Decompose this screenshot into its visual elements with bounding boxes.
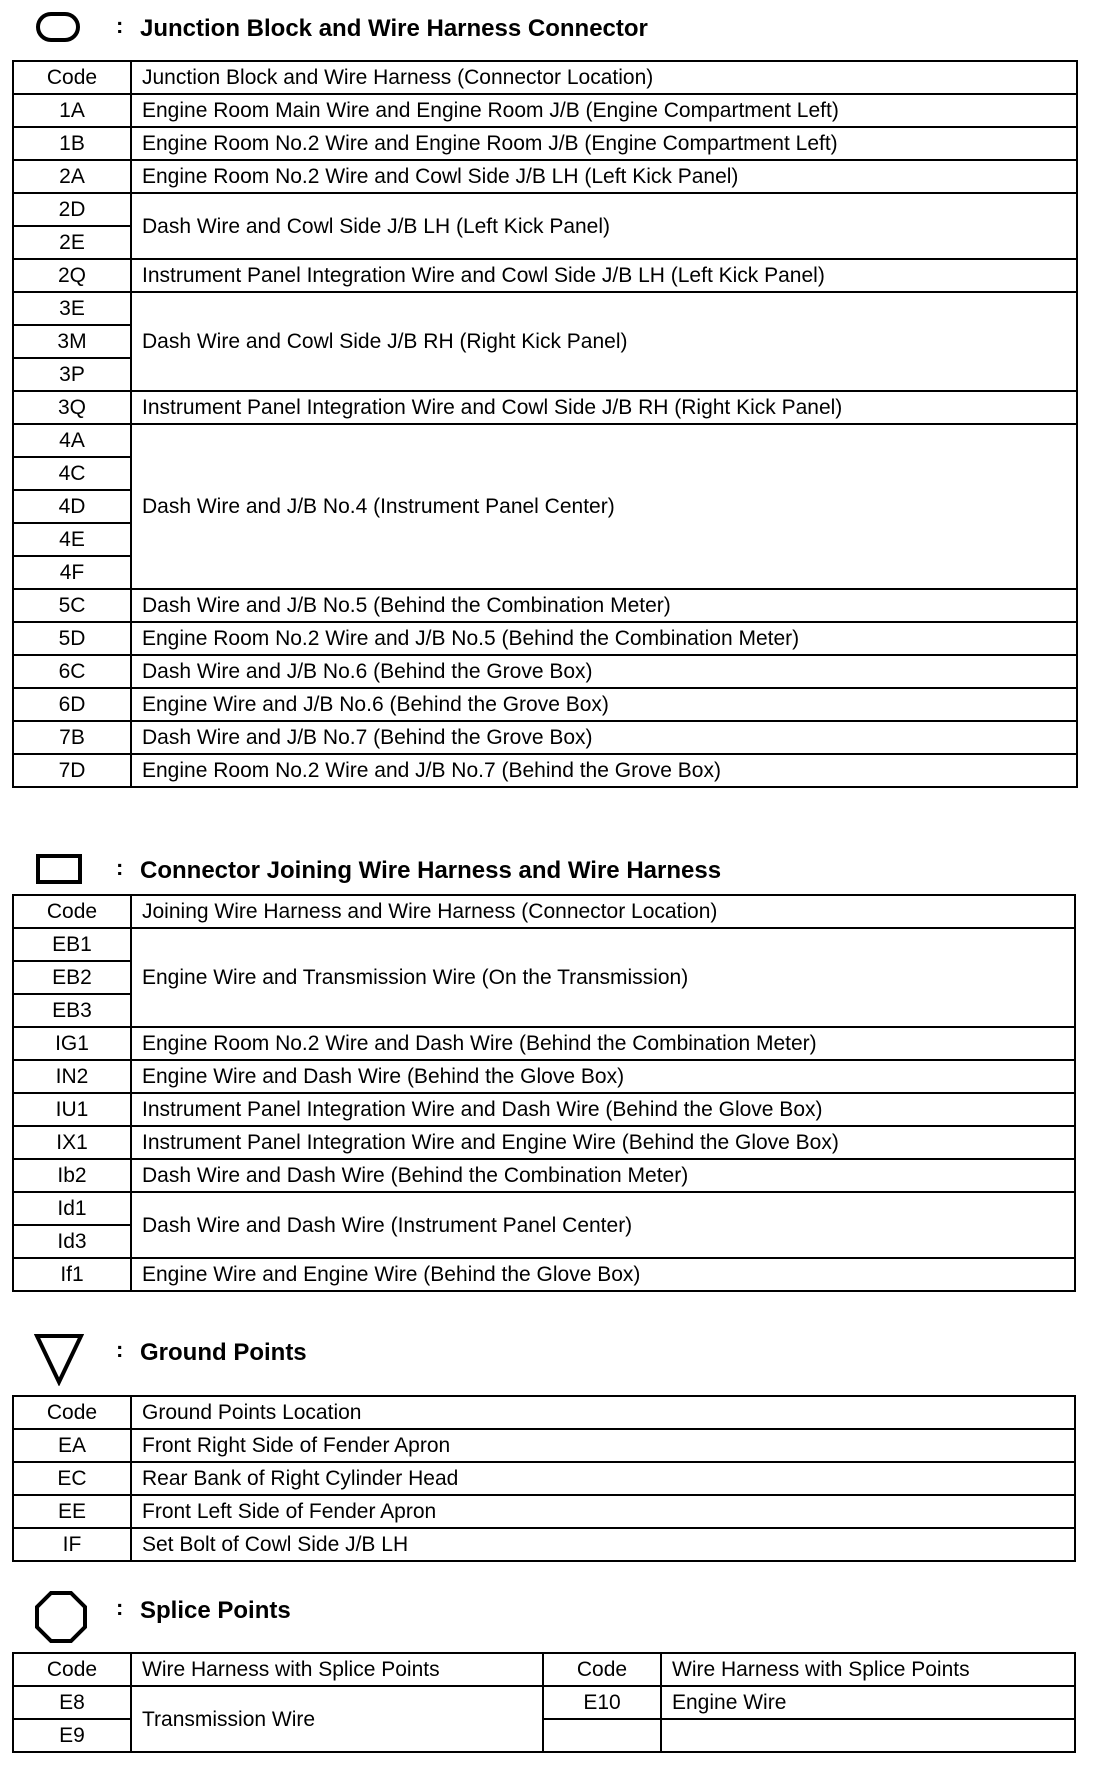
junction-code-cell: 7B — [13, 721, 131, 754]
connector-header-code: Code — [13, 895, 131, 928]
junction-code-cell: 3P — [13, 358, 131, 391]
junction-code-cell: 5C — [13, 589, 131, 622]
junction-code-cell: 4E — [13, 523, 131, 556]
table-row — [13, 259, 1077, 292]
ground-header-desc: Ground Points Location — [131, 1396, 1075, 1429]
junction-desc-cell: Dash Wire and J/B No.4 (Instrument Panel Center) — [131, 424, 1077, 589]
ground-table — [12, 1395, 1076, 1562]
table-row — [13, 1686, 1075, 1719]
junction-desc-cell: Engine Room No.2 Wire and Cowl Side J/B LH (Left Kick Panel) — [131, 160, 1077, 193]
splice-desc-cell: Transmission Wire — [131, 1686, 543, 1752]
table-row — [13, 1060, 1075, 1093]
connector-code-cell: IN2 — [13, 1060, 131, 1093]
splice-header-code: Code — [13, 1653, 131, 1686]
junction-code-cell: 4F — [13, 556, 131, 589]
ground-code-cell: EA — [13, 1429, 131, 1462]
ground-desc-cell: Rear Bank of Right Cylinder Head — [131, 1462, 1075, 1495]
junction-desc-cell: Dash Wire and J/B No.7 (Behind the Grove Box) — [131, 721, 1077, 754]
empty-cell — [543, 1719, 661, 1752]
junction-code-cell: 4D — [13, 490, 131, 523]
table-row — [13, 589, 1077, 622]
junction-title: Junction Block and Wire Harness Connector — [140, 15, 648, 42]
table-row — [13, 1027, 1075, 1060]
junction-code-cell: 4C — [13, 457, 131, 490]
oval-icon — [34, 8, 84, 44]
junction-header-row — [13, 61, 1077, 94]
connector-colon: : — [116, 855, 124, 880]
junction-desc-cell: Dash Wire and J/B No.5 (Behind the Combination Meter) — [131, 589, 1077, 622]
junction-desc-cell: Engine Wire and J/B No.6 (Behind the Grove Box) — [131, 688, 1077, 721]
ground-desc-cell: Front Right Side of Fender Apron — [131, 1429, 1075, 1462]
table-row — [13, 622, 1077, 655]
ground-header-row — [13, 1396, 1075, 1429]
connector-desc-cell: Instrument Panel Integration Wire and Engine Wire (Behind the Glove Box) — [131, 1126, 1075, 1159]
table-row — [13, 1258, 1075, 1291]
junction-code-cell: 1A — [13, 94, 131, 127]
junction-table — [12, 60, 1078, 788]
table-row — [13, 754, 1077, 787]
ground-desc-cell: Front Left Side of Fender Apron — [131, 1495, 1075, 1528]
table-row — [13, 1429, 1075, 1462]
connector-desc-cell: Engine Wire and Dash Wire (Behind the Glove Box) — [131, 1060, 1075, 1093]
table-row — [13, 94, 1077, 127]
connector-title: Connector Joining Wire Harness and Wire Harness — [140, 857, 722, 884]
junction-code-cell: 2E — [13, 226, 131, 259]
splice-header-code-2: Code — [543, 1653, 661, 1686]
connector-code-cell: IU1 — [13, 1093, 131, 1126]
junction-code-cell: 2Q — [13, 259, 131, 292]
connector-desc-cell: Instrument Panel Integration Wire and Dash Wire (Behind the Glove Box) — [131, 1093, 1075, 1126]
ground-desc-cell: Set Bolt of Cowl Side J/B LH — [131, 1528, 1075, 1561]
connector-code-cell: Id3 — [13, 1225, 131, 1258]
ground-code-cell: EC — [13, 1462, 131, 1495]
junction-code-cell: 7D — [13, 754, 131, 787]
junction-desc-cell: Engine Room No.2 Wire and Engine Room J/B (Engine Compartment Left) — [131, 127, 1077, 160]
junction-header-code: Code — [13, 61, 131, 94]
connector-code-cell: EB1 — [13, 928, 131, 961]
junction-code-cell: 3Q — [13, 391, 131, 424]
connector-desc-cell: Engine Room No.2 Wire and Dash Wire (Behind the Combination Meter) — [131, 1027, 1075, 1060]
connector-desc-cell: Dash Wire and Dash Wire (Behind the Combination Meter) — [131, 1159, 1075, 1192]
junction-desc-cell: Dash Wire and J/B No.6 (Behind the Grove Box) — [131, 655, 1077, 688]
junction-code-cell: 4A — [13, 424, 131, 457]
table-row — [13, 1462, 1075, 1495]
junction-desc-cell: Instrument Panel Integration Wire and Cowl Side J/B LH (Left Kick Panel) — [131, 259, 1077, 292]
junction-code-cell: 3E — [13, 292, 131, 325]
connector-header-row — [13, 895, 1075, 928]
table-row — [13, 160, 1077, 193]
junction-desc-cell: Dash Wire and Cowl Side J/B RH (Right Kick Panel) — [131, 292, 1077, 391]
junction-code-cell: 5D — [13, 622, 131, 655]
splice-header-desc: Wire Harness with Splice Points — [131, 1653, 543, 1686]
splice-header-row — [13, 1653, 1075, 1686]
splice-code-cell: E10 — [543, 1686, 661, 1719]
table-row — [13, 655, 1077, 688]
inverted-triangle-icon — [34, 1332, 84, 1386]
ground-code-cell: EE — [13, 1495, 131, 1528]
table-row — [13, 1126, 1075, 1159]
splice-desc-cell: Engine Wire — [661, 1686, 1075, 1719]
splice-code-cell: E9 — [13, 1719, 131, 1752]
table-row — [13, 193, 1077, 226]
table-row — [13, 688, 1077, 721]
table-row — [13, 1495, 1075, 1528]
connector-desc-cell: Engine Wire and Transmission Wire (On the Transmission) — [131, 928, 1075, 1027]
table-row — [13, 127, 1077, 160]
ground-code-cell: IF — [13, 1528, 131, 1561]
splice-header-desc-2: Wire Harness with Splice Points — [661, 1653, 1075, 1686]
junction-colon: : — [116, 13, 124, 38]
empty-cell — [661, 1719, 1075, 1752]
junction-code-cell: 2A — [13, 160, 131, 193]
junction-desc-cell: Dash Wire and Cowl Side J/B LH (Left Kick Panel) — [131, 193, 1077, 259]
table-row — [13, 424, 1077, 457]
table-row — [13, 721, 1077, 754]
table-row — [13, 1093, 1075, 1126]
junction-desc-cell: Instrument Panel Integration Wire and Cowl Side J/B RH (Right Kick Panel) — [131, 391, 1077, 424]
table-row — [13, 1159, 1075, 1192]
ground-header-code: Code — [13, 1396, 131, 1429]
rectangle-icon — [34, 850, 84, 886]
connector-table — [12, 894, 1076, 1292]
junction-code-cell: 2D — [13, 193, 131, 226]
splice-table — [12, 1652, 1076, 1753]
connector-code-cell: IG1 — [13, 1027, 131, 1060]
table-row — [13, 1192, 1075, 1225]
connector-code-cell: Ib2 — [13, 1159, 131, 1192]
table-row — [13, 292, 1077, 325]
table-row — [13, 928, 1075, 961]
splice-code-cell: E8 — [13, 1686, 131, 1719]
table-row — [13, 1528, 1075, 1561]
junction-code-cell: 6D — [13, 688, 131, 721]
junction-header-desc: Junction Block and Wire Harness (Connector Location) — [131, 61, 1077, 94]
junction-code-cell: 1B — [13, 127, 131, 160]
ground-title: Ground Points — [140, 1339, 307, 1366]
junction-desc-cell: Engine Room No.2 Wire and J/B No.7 (Behind the Grove Box) — [131, 754, 1077, 787]
connector-code-cell: Id1 — [13, 1192, 131, 1225]
connector-code-cell: EB2 — [13, 961, 131, 994]
junction-code-cell: 3M — [13, 325, 131, 358]
connector-desc-cell: Dash Wire and Dash Wire (Instrument Panel Center) — [131, 1192, 1075, 1258]
connector-code-cell: EB3 — [13, 994, 131, 1027]
connector-code-cell: IX1 — [13, 1126, 131, 1159]
octagon-icon — [34, 1590, 88, 1644]
connector-desc-cell: Engine Wire and Engine Wire (Behind the Glove Box) — [131, 1258, 1075, 1291]
splice-title: Splice Points — [140, 1597, 291, 1624]
junction-code-cell: 6C — [13, 655, 131, 688]
connector-code-cell: If1 — [13, 1258, 131, 1291]
table-row — [13, 391, 1077, 424]
splice-colon: : — [116, 1595, 124, 1620]
junction-desc-cell: Engine Room No.2 Wire and J/B No.5 (Behind the Combination Meter) — [131, 622, 1077, 655]
ground-colon: : — [116, 1337, 124, 1362]
connector-header-desc: Joining Wire Harness and Wire Harness (Connector Location) — [131, 895, 1075, 928]
junction-desc-cell: Engine Room Main Wire and Engine Room J/B (Engine Compartment Left) — [131, 94, 1077, 127]
